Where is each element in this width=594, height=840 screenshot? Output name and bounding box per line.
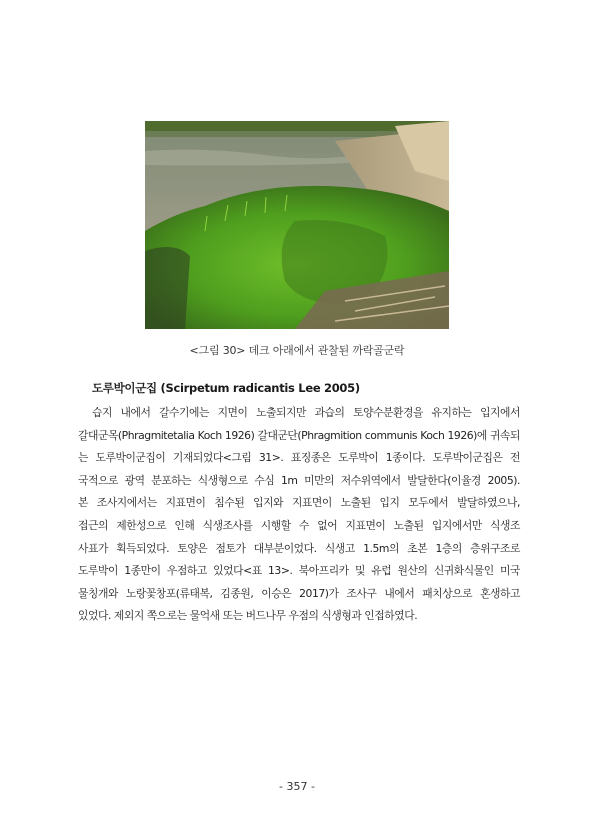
paragraph-line: 도루박이 1종만이 우점하고 있었다<표 13>. 북아프리카 및 유럽 원산의 신귀화식물인 미국 — [78, 564, 520, 578]
wetland-photo — [145, 121, 449, 329]
paragraph-line: 갈대군목(Phragmitetalia Koch 1926) 갈대군단(Phragmition communis Koch 1926)에 귀속되 — [78, 428, 520, 442]
paragraph-line: 있었다. 제외지 쪽으로는 물억새 또는 버드나무 우점의 식생형과 인접하였다. — [78, 609, 418, 623]
paragraph-line: 사표가 획득되었다. 토양은 점토가 대부분이었다. 식생고 1.5m의 초본 1층의 층위구조로 — [78, 541, 520, 555]
body-paragraph — [78, 402, 520, 628]
page-number: - 357 - — [279, 780, 315, 793]
paragraph-line: 본 조사지에서는 지표면이 침수된 입지와 지표면이 노출된 입지 모두에서 발달하였으나, — [78, 496, 520, 510]
section-heading: 도루박이군집 (Scirpetum radicantis Lee 2005) — [92, 381, 360, 395]
paragraph-line: 접근의 제한성으로 인해 식생조사를 시행할 수 없어 지표면이 노출된 입지에서만 식생조 — [78, 518, 520, 532]
paragraph-line: 는 도루박이군집이 기재되었다<그림 31>. 표징종은 도루박이 1종이다. 도루박이군집은 전 — [78, 451, 520, 465]
paragraph-line: 물칭개와 노랑꽃창포(류태복, 김종원, 이승은 2017)가 조사구 내에서 패치상으로 혼생하고 — [78, 586, 520, 600]
figure-caption: <그림 30> 데크 아래에서 관찰된 까락골군락 — [189, 344, 405, 357]
paragraph-line: 습지 내에서 갈수기에는 지면이 노출되지만 과습의 토양수분환경을 유지하는 입지에서 — [92, 406, 520, 419]
paragraph-line: 국적으로 광역 분포하는 식생형으로 수심 1m 미만의 저수위역에서 발달한다(이율경 2005). — [78, 473, 520, 487]
